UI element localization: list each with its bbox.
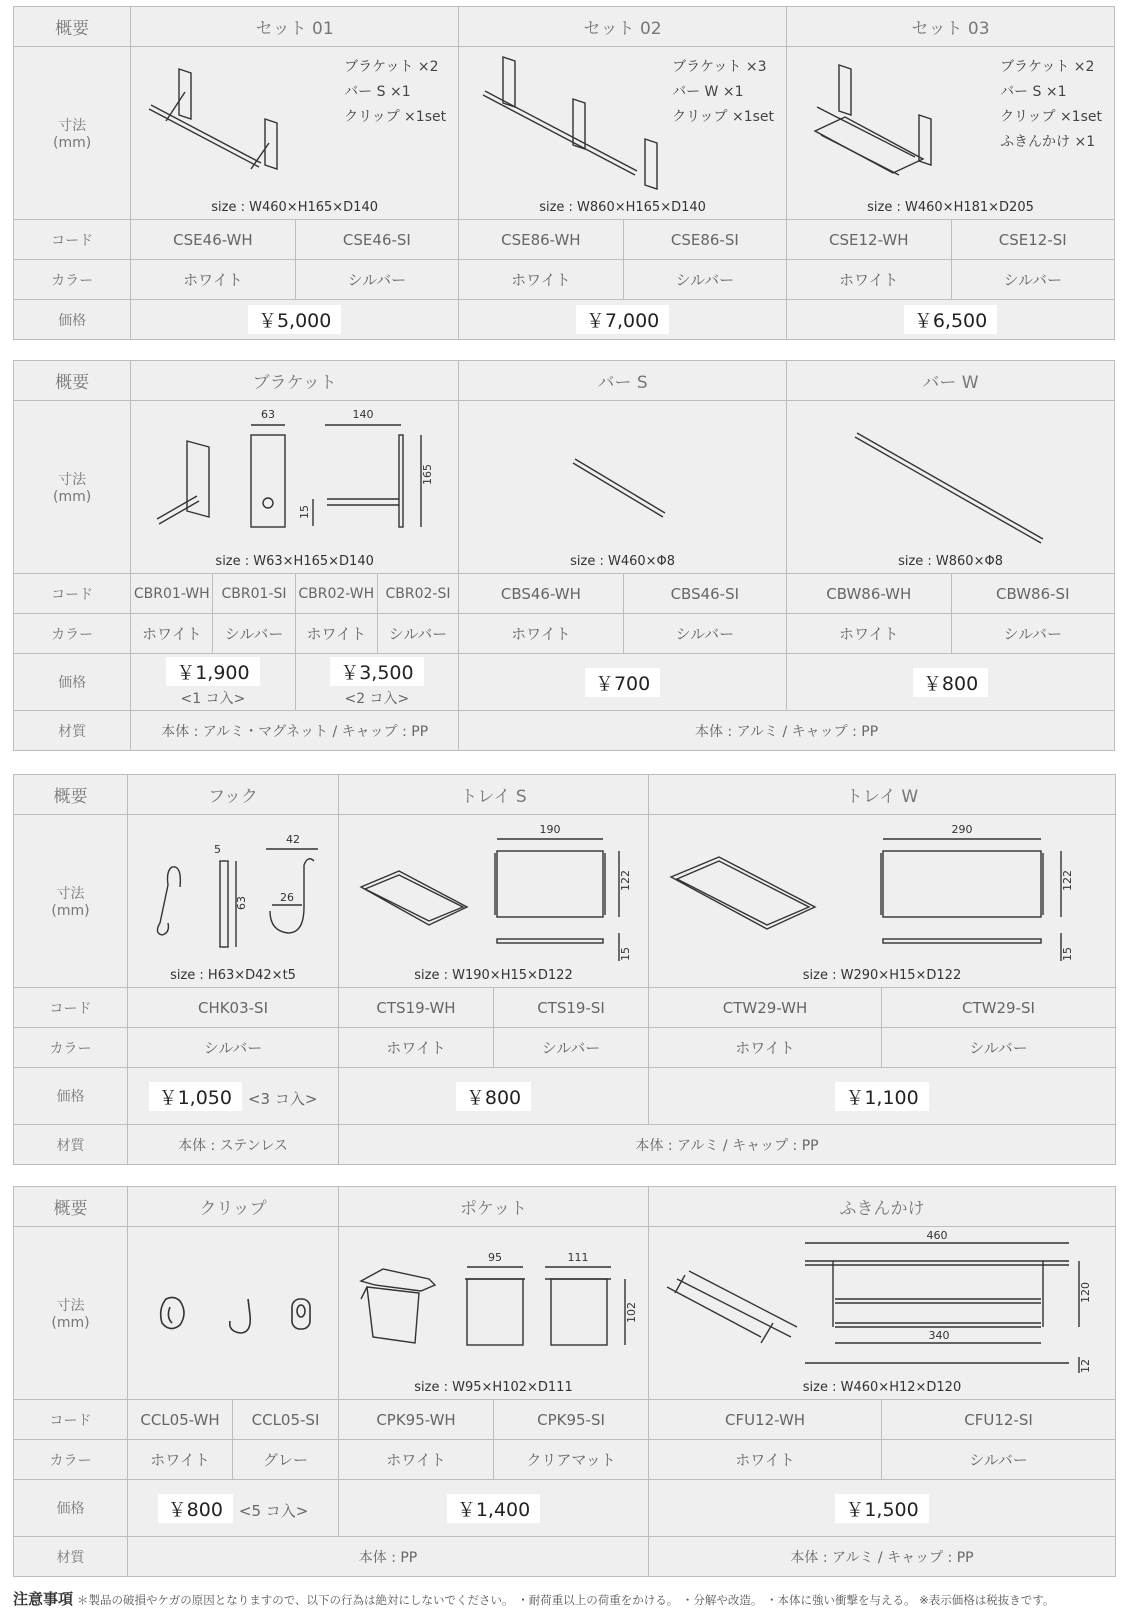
dim-bar-s (459, 401, 787, 574)
price-cell (339, 1480, 649, 1537)
head-set-03: セット 03 (787, 7, 1115, 47)
dim-hook-d: 42 (286, 833, 300, 846)
set-table (13, 6, 1115, 340)
part-line: クリップ ×1set (1000, 109, 1102, 125)
dim-tray-w-h: 15 (1061, 947, 1075, 961)
head-hook: フック (128, 775, 339, 815)
price-cell (295, 654, 458, 711)
color-cell: シルバー (213, 614, 295, 654)
pack-count: <3 コ入> (247, 1089, 318, 1108)
size-pocket: size : W95×H102×D111 (414, 1380, 573, 1395)
code-cell: CBR01-SI (213, 574, 295, 614)
code-cell: CBS46-WH (459, 574, 623, 614)
set-02-parts (672, 55, 774, 130)
label-dim: 寸法 (mm) (14, 401, 131, 574)
label-code: コード (14, 1400, 128, 1440)
hook-illustration (128, 815, 339, 987)
label-dim: 寸法 (mm) (14, 1227, 128, 1400)
size-tray-s: size : W190×H15×D122 (414, 968, 573, 983)
label-price: 価格 (14, 654, 131, 711)
size-hook: size : H63×D42×t5 (170, 968, 296, 983)
part-line: バー S ×1 (1000, 84, 1067, 100)
size-bracket: size : W63×H165×D140 (215, 554, 374, 569)
color-cell: ホワイト (459, 614, 623, 654)
color-cell: シルバー (128, 1028, 339, 1068)
label-overview: 概要 (14, 361, 131, 401)
head-tray-s: トレイ S (339, 775, 649, 815)
price-cell (649, 1480, 1116, 1537)
dim-hook-h: 63 (235, 896, 248, 910)
code-cell: CBR01-WH (131, 574, 213, 614)
color-cell: ホワイト (128, 1440, 233, 1480)
price-cell (459, 654, 787, 711)
dim-set-03 (787, 47, 1115, 220)
color-cell: シルバー (623, 614, 786, 654)
code-cell: CBR02-WH (295, 574, 377, 614)
head-clip: クリップ (128, 1187, 339, 1227)
label-code: コード (14, 988, 128, 1028)
code-cell: CFU12-WH (649, 1400, 882, 1440)
color-cell: シルバー (882, 1440, 1116, 1480)
head-tray-w: トレイ W (649, 775, 1116, 815)
label-code: コード (14, 574, 131, 614)
dim-bracket-t: 15 (298, 505, 312, 519)
label-dim: 寸法 (mm) (14, 815, 128, 988)
color-cell: シルバー (623, 260, 786, 300)
code-cell: CSE12-WH (787, 220, 951, 260)
color-cell: ホワイト (131, 260, 295, 300)
price-value: ￥700 (585, 668, 660, 697)
color-cell: ホワイト (787, 614, 951, 654)
bar-s-illustration (459, 401, 778, 573)
dim-bracket-d: 140 (352, 408, 374, 421)
code-cell: CBW86-SI (951, 574, 1114, 614)
pack-count: <2 コ入> (344, 690, 410, 707)
size-set-02: size : W860×H165×D140 (539, 200, 706, 215)
size-set-03: size : W460×H181×D205 (867, 200, 1034, 215)
label-price: 価格 (14, 1480, 128, 1537)
tray-s-illustration (339, 815, 649, 987)
code-cell: CTS19-WH (339, 988, 494, 1028)
dim-towel-w: 460 (926, 1229, 948, 1242)
bracket-illustration (131, 401, 450, 573)
dim-tray-s-d: 122 (619, 870, 632, 891)
color-cell: ホワイト (131, 614, 213, 654)
color-cell: ホワイト (295, 614, 377, 654)
price-cell (128, 1480, 339, 1537)
code-cell: CHK03-SI (128, 988, 339, 1028)
dim-bracket (131, 401, 459, 574)
dim-tray-s (339, 815, 649, 988)
price-value: ￥1,400 (447, 1494, 540, 1523)
dim-hook-in: 26 (280, 891, 294, 904)
dim-towel-bar (649, 1227, 1116, 1400)
color-cell: クリアマット (494, 1440, 649, 1480)
label-material: 材質 (14, 1125, 128, 1165)
color-cell: ホワイト (649, 1440, 882, 1480)
material-cell: 本体 : ステンレス (128, 1125, 339, 1165)
size-towel-bar: size : W460×H12×D120 (802, 1380, 962, 1395)
clip-pocket-table (13, 1186, 1116, 1577)
dim-tray-w-d: 122 (1061, 870, 1075, 891)
part-line: バー S ×1 (344, 84, 411, 100)
dim-pocket-d: 111 (567, 1251, 589, 1264)
hook-tray-table (13, 774, 1116, 1165)
code-cell: CTW29-SI (882, 988, 1116, 1028)
part-line: ブラケット ×2 (344, 59, 439, 75)
label-color: カラー (14, 1028, 128, 1068)
label-material: 材質 (14, 711, 131, 751)
code-cell: CBW86-WH (787, 574, 951, 614)
set-03-parts (1000, 55, 1102, 155)
label-price: 価格 (14, 1068, 128, 1125)
price-value: ￥6,500 (904, 305, 997, 334)
part-line: ブラケット ×3 (672, 59, 767, 75)
color-cell: ホワイト (339, 1440, 494, 1480)
dim-tray-w (649, 815, 1116, 988)
code-cell: CSE46-SI (295, 220, 458, 260)
dim-set-01 (131, 47, 459, 220)
code-cell: CBR02-SI (377, 574, 458, 614)
pack-count: <5 コ入> (238, 1501, 309, 1520)
code-cell: CTW29-WH (649, 988, 882, 1028)
dim-hook-t: 5 (214, 843, 221, 856)
code-cell: CSE86-WH (459, 220, 623, 260)
pocket-illustration (339, 1227, 649, 1399)
dim-tray-s-h: 15 (619, 947, 632, 961)
head-pocket: ポケット (339, 1187, 649, 1227)
color-cell: シルバー (951, 260, 1115, 300)
dim-clip (128, 1227, 339, 1400)
color-cell: シルバー (295, 260, 458, 300)
dim-towel-h: 12 (1079, 1359, 1093, 1373)
price-value: ￥800 (158, 1494, 233, 1523)
caution-title: 注意事項 (13, 1590, 74, 1608)
label-color: カラー (14, 614, 131, 654)
price-cell (339, 1068, 649, 1125)
color-cell: ホワイト (649, 1028, 882, 1068)
dim-set-02 (459, 47, 787, 220)
price-value: ￥5,000 (248, 305, 341, 334)
label-code: コード (14, 220, 131, 260)
label-overview: 概要 (14, 775, 128, 815)
price-cell (131, 300, 459, 340)
head-bracket: ブラケット (131, 361, 459, 401)
bracket-bar-table (13, 360, 1115, 751)
bar-w-illustration (787, 401, 1106, 573)
dim-towel-in: 340 (928, 1329, 950, 1342)
material-cell: 本体 : アルミ・マグネット / キャップ : PP (131, 711, 459, 751)
label-price: 価格 (14, 300, 131, 340)
set-01-parts (344, 55, 446, 130)
price-value: ￥7,000 (576, 305, 669, 334)
code-cell: CCL05-SI (233, 1400, 339, 1440)
label-color: カラー (14, 1440, 128, 1480)
color-cell: ホワイト (787, 260, 951, 300)
color-cell: グレー (233, 1440, 339, 1480)
code-cell: CSE12-SI (951, 220, 1115, 260)
size-bar-w: size : W860×Φ8 (898, 554, 1003, 569)
label-overview: 概要 (14, 1187, 128, 1227)
color-cell: シルバー (882, 1028, 1116, 1068)
price-value: ￥1,050 (149, 1082, 242, 1111)
clip-illustration (128, 1227, 339, 1399)
material-cell: 本体 : PP (128, 1537, 649, 1577)
code-cell: CSE46-WH (131, 220, 295, 260)
material-cell: 本体 : アルミ / キャップ : PP (649, 1537, 1116, 1577)
caution-note (13, 1588, 1054, 1609)
dim-bracket-h: 165 (421, 464, 435, 485)
price-value: ￥800 (456, 1082, 531, 1111)
label-dim: 寸法 (mm) (14, 47, 131, 220)
price-cell (131, 654, 295, 711)
size-tray-w: size : W290×H15×D122 (802, 968, 962, 983)
dim-towel-d: 120 (1079, 1282, 1093, 1303)
price-cell (459, 300, 787, 340)
material-cell: 本体 : アルミ / キャップ : PP (339, 1125, 1116, 1165)
tray-w-illustration (649, 815, 1116, 987)
caution-text: ＊製品の破損やケガの原因となりますので、以下の行為は絶対にしないでください。 ・耐荷重以上の荷重をかける。 ・分解や改造。 ・本体に強い衝撃を与える。 ※表示価格は税抜きです。 (77, 1593, 1055, 1607)
size-set-01: size : W460×H165×D140 (211, 200, 378, 215)
material-cell: 本体 : アルミ / キャップ : PP (459, 711, 1115, 751)
part-line: ふきんかけ ×1 (1000, 134, 1096, 150)
code-cell: CBS46-SI (623, 574, 786, 614)
color-cell: ホワイト (459, 260, 623, 300)
part-line: クリップ ×1set (672, 109, 775, 125)
part-line: ブラケット ×2 (1000, 59, 1095, 75)
price-value: ￥1,900 (166, 657, 259, 686)
dim-pocket-h: 102 (625, 1302, 639, 1323)
part-line: バー W ×1 (672, 84, 744, 100)
head-set-01: セット 01 (131, 7, 459, 47)
color-cell: シルバー (494, 1028, 649, 1068)
pack-count: <1 コ入> (180, 690, 246, 707)
code-cell: CSE86-SI (623, 220, 786, 260)
label-color: カラー (14, 260, 131, 300)
price-value: ￥800 (913, 668, 988, 697)
label-overview: 概要 (14, 7, 131, 47)
code-cell: CCL05-WH (128, 1400, 233, 1440)
towel-bar-illustration (649, 1227, 1116, 1399)
part-line: クリップ ×1set (344, 109, 447, 125)
code-cell: CPK95-SI (494, 1400, 649, 1440)
price-cell (128, 1068, 339, 1125)
color-cell: シルバー (377, 614, 458, 654)
size-bar-s: size : W460×Φ8 (570, 554, 676, 569)
dim-bar-w (787, 401, 1115, 574)
color-cell: ホワイト (339, 1028, 494, 1068)
dim-pocket (339, 1227, 649, 1400)
head-bar-s: バー S (459, 361, 787, 401)
price-value: ￥3,500 (330, 657, 423, 686)
head-set-02: セット 02 (459, 7, 787, 47)
dim-tray-w-w: 290 (951, 823, 973, 836)
dim-tray-s-w: 190 (539, 823, 561, 836)
label-material: 材質 (14, 1537, 128, 1577)
code-cell: CPK95-WH (339, 1400, 494, 1440)
head-bar-w: バー W (787, 361, 1115, 401)
dim-bracket-w: 63 (261, 408, 276, 421)
code-cell: CFU12-SI (882, 1400, 1116, 1440)
dim-hook (128, 815, 339, 988)
price-cell (787, 300, 1115, 340)
price-value: ￥1,500 (835, 1494, 928, 1523)
dim-pocket-w: 95 (488, 1251, 503, 1264)
price-cell (787, 654, 1115, 711)
price-cell (649, 1068, 1116, 1125)
price-value: ￥1,100 (835, 1082, 928, 1111)
code-cell: CTS19-SI (494, 988, 649, 1028)
head-towel-bar: ふきんかけ (649, 1187, 1116, 1227)
color-cell: シルバー (951, 614, 1114, 654)
